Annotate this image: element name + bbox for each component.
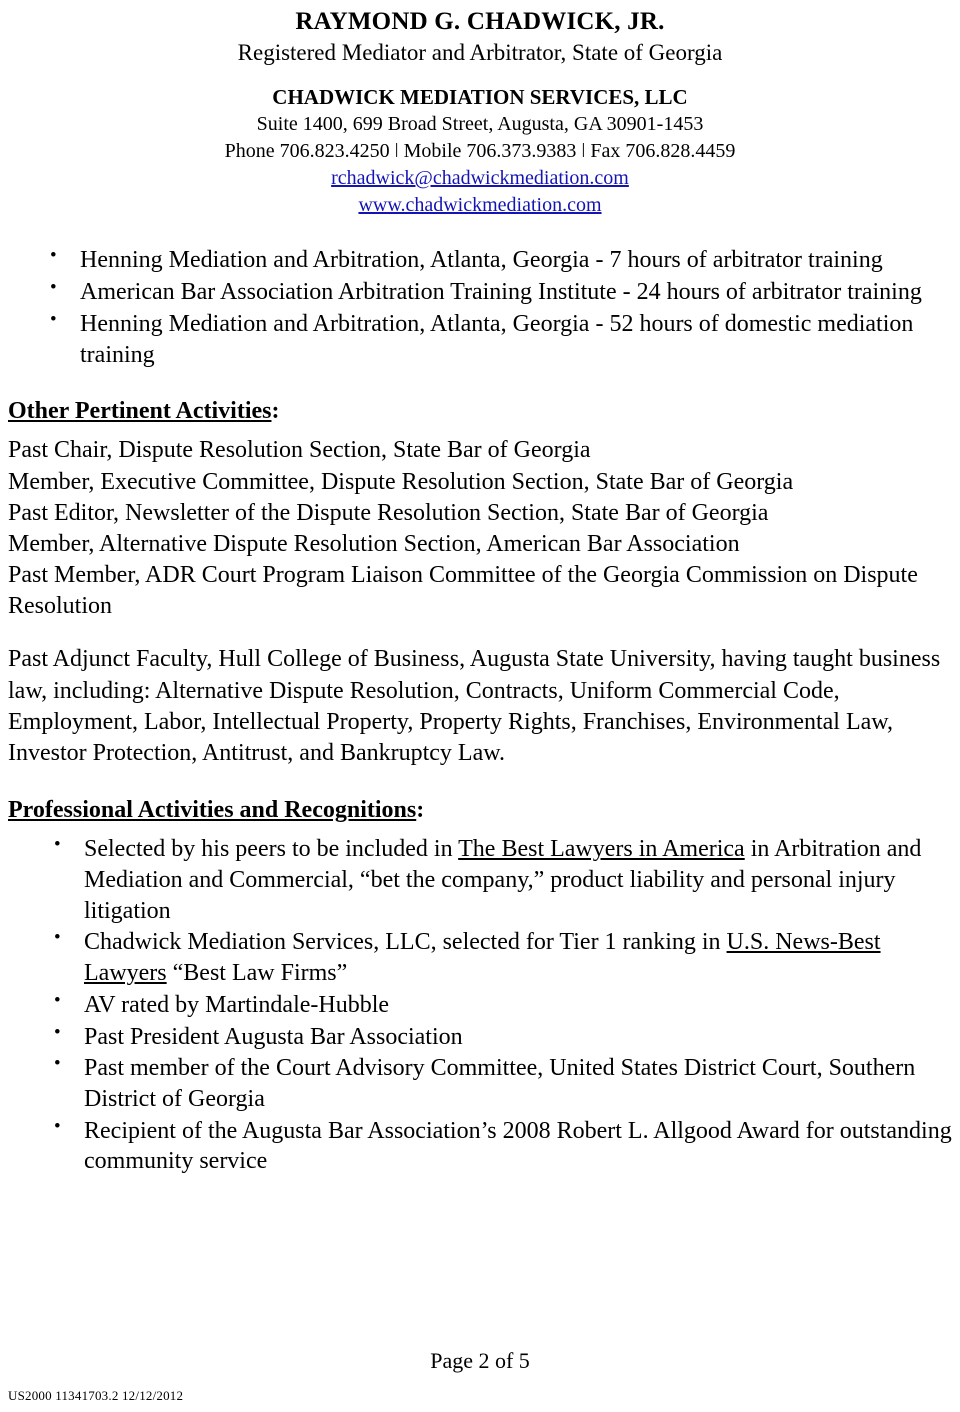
list-item xyxy=(8,1116,952,1177)
section-heading-text: Other Pertinent Activities xyxy=(8,398,272,425)
list-item: • Henning Mediation and Arbitration, Atlanta, Georgia - 7 hours of arbitrator training xyxy=(8,245,952,276)
adjunct-faculty-paragraph: Past Adjunct Faculty, Hull College of Business, Augusta State University, having taught business law, including: Alternative Dispute Resolution, Contracts, Uniform Commercial Code, Employment, Labor, Intellectual Property, Property Rights, Franchises, Environmental Law, Investor Protection, Antitrust, and Bankruptcy Law. xyxy=(8,646,941,766)
activity-line: Past Member, ADR Court Program Liaison Committee of the Georgia Commission on Dispute Resolution xyxy=(8,562,918,620)
header-website-link[interactable]: www.chadwickmediation.com xyxy=(358,194,602,217)
bullet-text-pre: Selected by his peers to be included in xyxy=(84,836,459,863)
header-title: Registered Mediator and Arbitrator, State of Georgia xyxy=(237,40,723,66)
other-pertinent-activities-lines xyxy=(8,435,952,622)
list-item: • American Bar Association Arbitration Training Institute - 24 hours of arbitrator training xyxy=(8,277,952,308)
bullet-text-pre: Past President Augusta Bar Association xyxy=(84,1023,463,1050)
header-name: RAYMOND G. CHADWICK, JR. xyxy=(295,8,665,35)
section-heading-text: Professional Activities and Recognitions xyxy=(8,797,417,824)
list-item: • Henning Mediation and Arbitration, Atlanta, Georgia - 52 hours of domestic mediation training xyxy=(8,309,952,370)
bullet-text-underlined: U.S. News-Best Lawyers xyxy=(84,929,881,987)
list-item xyxy=(8,990,952,1021)
activity-line: Past Editor, Newsletter of the Dispute Resolution Section, State Bar of Georgia xyxy=(8,499,769,526)
document-header xyxy=(8,0,952,219)
header-email-link[interactable]: rchadwick@chadwickmediation.com xyxy=(331,167,629,190)
section-heading-other-pertinent-activities xyxy=(8,398,952,425)
bullet-text-underlined: The Best Lawyers in America xyxy=(458,836,745,863)
list-item xyxy=(8,834,952,926)
bullet-text-pre: AV rated by Martindale-Hubble xyxy=(84,991,390,1018)
section-heading-colon: : xyxy=(271,398,280,425)
activity-line: Past Chair, Dispute Resolution Section, State Bar of Georgia xyxy=(8,437,591,464)
header-phones: Phone 706.823.4250 ǀ Mobile 706.373.9383 ǀ Fax 706.828.4459 xyxy=(224,140,736,163)
activity-line: Member, Executive Committee, Dispute Resolution Section, State Bar of Georgia xyxy=(8,468,794,495)
training-bullets-block xyxy=(8,245,952,370)
bullet-text-pre: Recipient of the Augusta Bar Association’s 2008 Robert L. Allgood Award for outstanding community service xyxy=(84,1117,952,1175)
activity-line: Member, Alternative Dispute Resolution Section, American Bar Association xyxy=(8,530,740,557)
section-heading-colon: : xyxy=(416,797,425,824)
bullet-text-pre: Past member of the Court Advisory Committee, United States District Court, Southern District of Georgia xyxy=(84,1055,916,1112)
list-item xyxy=(8,1053,952,1114)
bullet-text-post: “Best Law Firms” xyxy=(166,960,348,987)
list-item xyxy=(8,1022,952,1053)
professional-bullet-list xyxy=(8,834,952,1177)
header-firm: CHADWICK MEDIATION SERVICES, LLC xyxy=(272,85,688,110)
page-number: Page 2 of 5 xyxy=(430,1348,530,1373)
list-item xyxy=(8,927,952,988)
training-bullet-list xyxy=(8,245,952,370)
section-heading-professional-activities xyxy=(8,797,952,824)
document-id: US2000 11341703.2 12/12/2012 xyxy=(8,1388,184,1403)
bullet-text-post: in Arbitration and Mediation and Commercial, “bet the company,” product liability and personal injury litigation xyxy=(84,836,922,924)
bullet-text-pre: Chadwick Mediation Services, LLC, selected for Tier 1 ranking in xyxy=(84,929,727,956)
header-address: Suite 1400, 699 Broad Street, Augusta, GA 30901-1453 xyxy=(256,113,704,136)
